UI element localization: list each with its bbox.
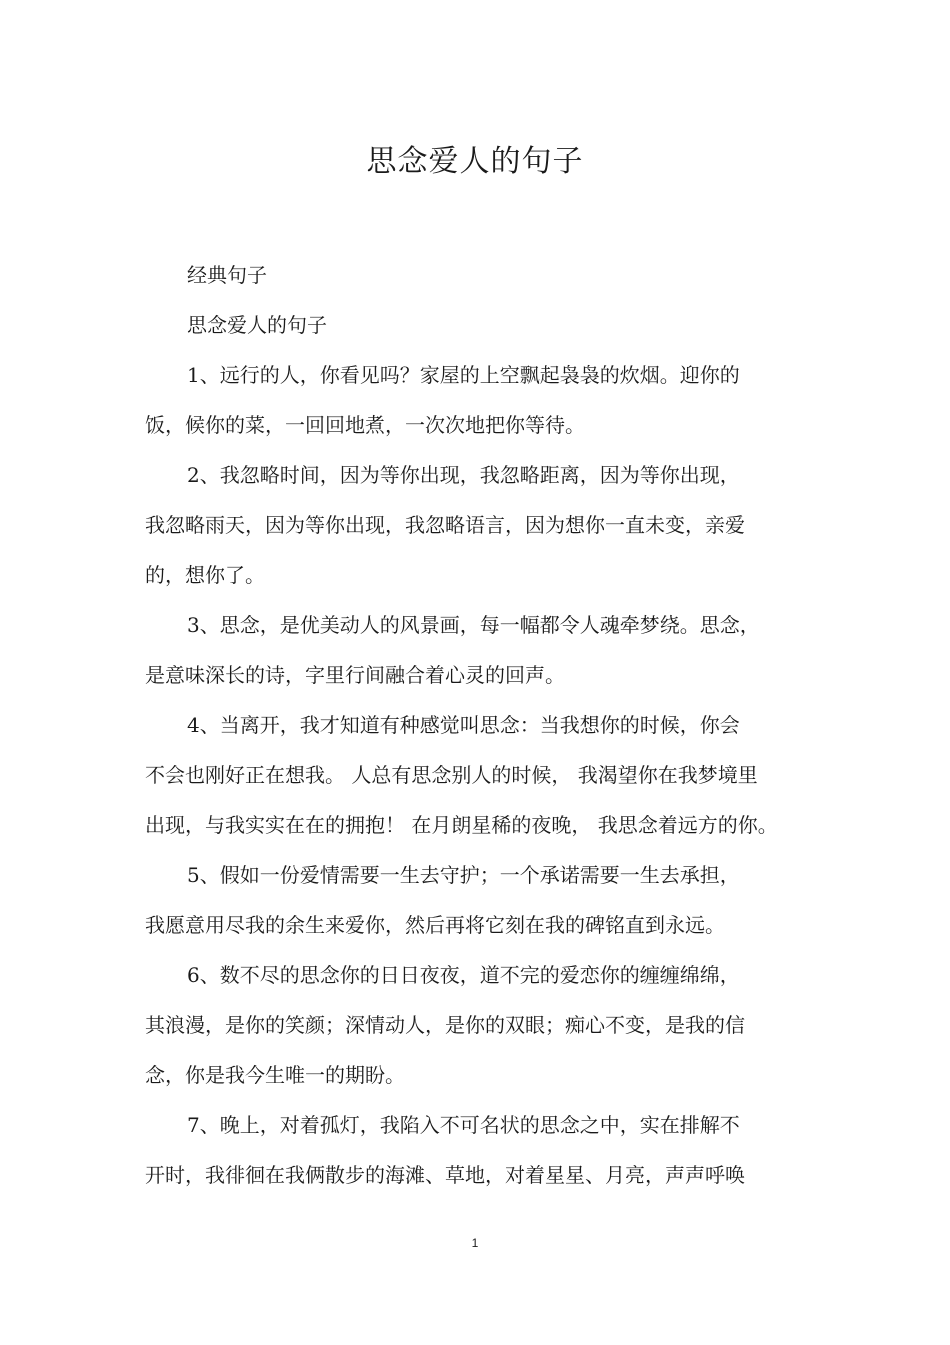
paragraph-line: 开时，我徘徊在我俩散步的海滩、草地，对着星星、月亮，声声呼唤	[145, 1163, 745, 1187]
document-body	[145, 250, 805, 1200]
paragraph-line: 不会也刚好正在想我。 人总有思念别人的时候， 我渴望你在我梦境里	[145, 763, 758, 787]
section-subtitle: 思念爱人的句子	[187, 313, 327, 337]
paragraph-item-3	[145, 600, 805, 700]
paragraph-line: 饭，候你的菜，一回回地煮，一次次地把你等待。	[145, 413, 585, 437]
paragraph-line: 1、远行的人，你看见吗？家屋的上空飘起袅袅的炊烟。迎你的	[187, 363, 740, 387]
paragraph-line: 其浪漫，是你的笑颜；深情动人，是你的双眼；痴心不变，是我的信	[145, 1013, 745, 1037]
document-title: 思念爱人的句子	[366, 144, 584, 179]
page-number: 1	[471, 1236, 479, 1250]
paragraph-item-7	[145, 1100, 805, 1200]
paragraph-line: 4、当离开，我才知道有种感觉叫思念：当我想你的时候，你会	[187, 713, 740, 737]
paragraph-item-1	[145, 350, 805, 450]
paragraph-line: 我忽略雨天，因为等你出现，我忽略语言，因为想你一直未变，亲爱	[145, 513, 745, 537]
paragraph-line: 是意味深长的诗，字里行间融合着心灵的回声。	[145, 663, 565, 687]
paragraph-line: 出现，与我实实在在的拥抱！ 在月朗星稀的夜晚， 我思念着远方的你。	[145, 813, 778, 837]
paragraph-item-5	[145, 850, 805, 950]
section-label: 经典句子	[187, 263, 267, 287]
paragraph-line: 念，你是我今生唯一的期盼。	[145, 1063, 405, 1087]
paragraph-line: 7、晚上，对着孤灯，我陷入不可名状的思念之中，实在排解不	[187, 1113, 740, 1137]
paragraph-item-6	[145, 950, 805, 1100]
paragraph-item-2	[145, 450, 805, 600]
paragraph-line: 5、假如一份爱情需要一生去守护；一个承诺需要一生去承担，	[187, 863, 740, 887]
paragraph-line: 我愿意用尽我的余生来爱你，然后再将它刻在我的碑铭直到永远。	[145, 913, 725, 937]
paragraph-item-4	[145, 700, 805, 850]
paragraph-line: 2、我忽略时间，因为等你出现，我忽略距离，因为等你出现，	[187, 463, 740, 487]
paragraph-line: 6、数不尽的思念你的日日夜夜，道不完的爱恋你的缠缠绵绵，	[187, 963, 740, 987]
paragraph-line: 3、思念，是优美动人的风景画，每一幅都令人魂牵梦绕。思念，	[187, 613, 760, 637]
paragraph-line: 的，想你了。	[145, 563, 265, 587]
